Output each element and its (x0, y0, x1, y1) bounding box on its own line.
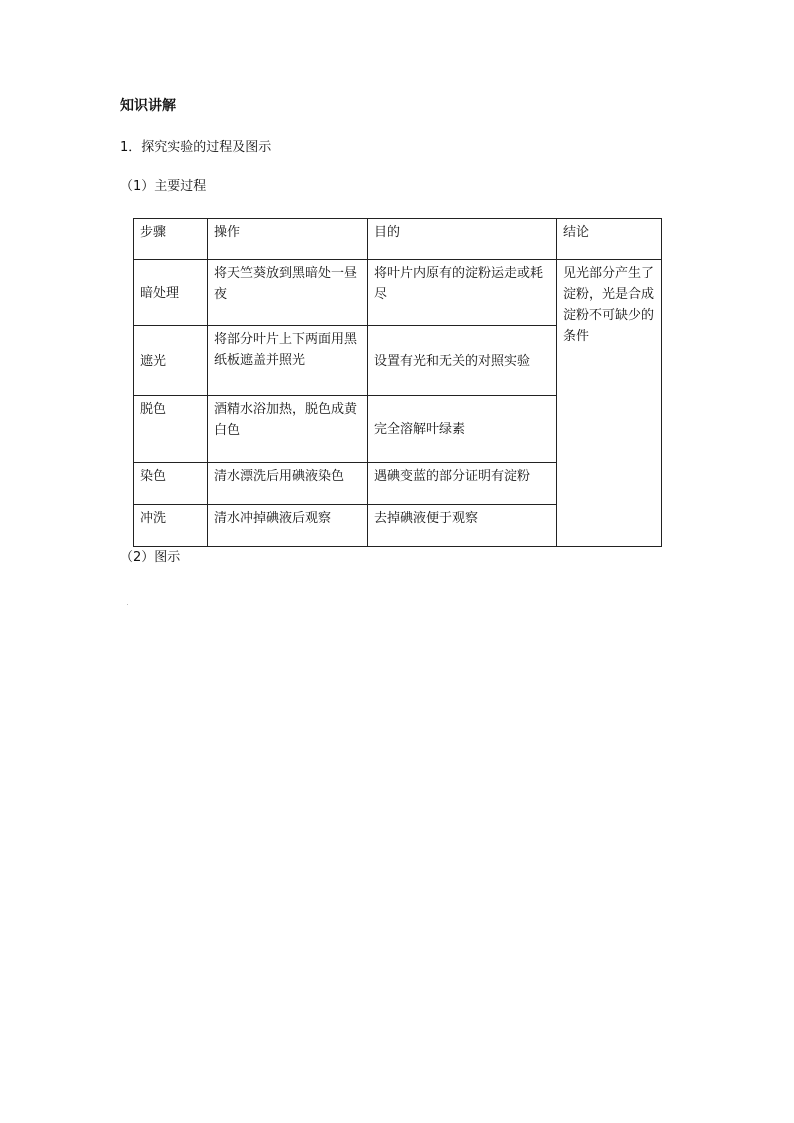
step-cell: 暗处理 (134, 260, 208, 326)
operation-cell: 酒精水浴加热，脱色成黄白色 (208, 396, 368, 463)
step-cell: 遮光 (134, 326, 208, 396)
section-heading: 知识讲解 (120, 98, 176, 114)
purpose-cell: 设置有光和无关的对照实验 (368, 326, 557, 396)
table-row (134, 260, 662, 326)
operation-cell: 将部分叶片上下两面用黑纸板遮盖并照光 (208, 326, 368, 396)
purpose-cell: 遇碘变蓝的部分证明有淀粉 (368, 463, 557, 505)
purpose-cell: 将叶片内原有的淀粉运走或耗尽 (368, 260, 557, 326)
section-title: 1．探究实验的过程及图示 (120, 140, 272, 155)
purpose-cell: 去掉碘液便于观察 (368, 505, 557, 547)
subsection-title-diagram: （2）图示 (120, 550, 181, 565)
operation-cell: 将天竺葵放到黑暗处一昼夜 (208, 260, 368, 326)
header-purpose: 目的 (368, 219, 557, 260)
step-cell: 染色 (134, 463, 208, 505)
experiment-steps-table (133, 218, 662, 547)
header-conclusion: 结论 (557, 219, 662, 260)
purpose-cell: 完全溶解叶绿素 (368, 396, 557, 463)
subsection-title-process: （1）主要过程 (120, 179, 207, 194)
header-operation: 操作 (208, 219, 368, 260)
step-cell: 脱色 (134, 396, 208, 463)
header-step: 步骤 (134, 219, 208, 260)
step-cell: 冲洗 (134, 505, 208, 547)
operation-cell: 清水漂洗后用碘液染色 (208, 463, 368, 505)
table-header-row (134, 219, 662, 260)
operation-cell: 清水冲掉碘液后观察 (208, 505, 368, 547)
conclusion-cell: 见光部分产生了淀粉，光是合成淀粉不可缺少的条件 (557, 260, 662, 547)
image-placeholder-dot (127, 604, 128, 605)
